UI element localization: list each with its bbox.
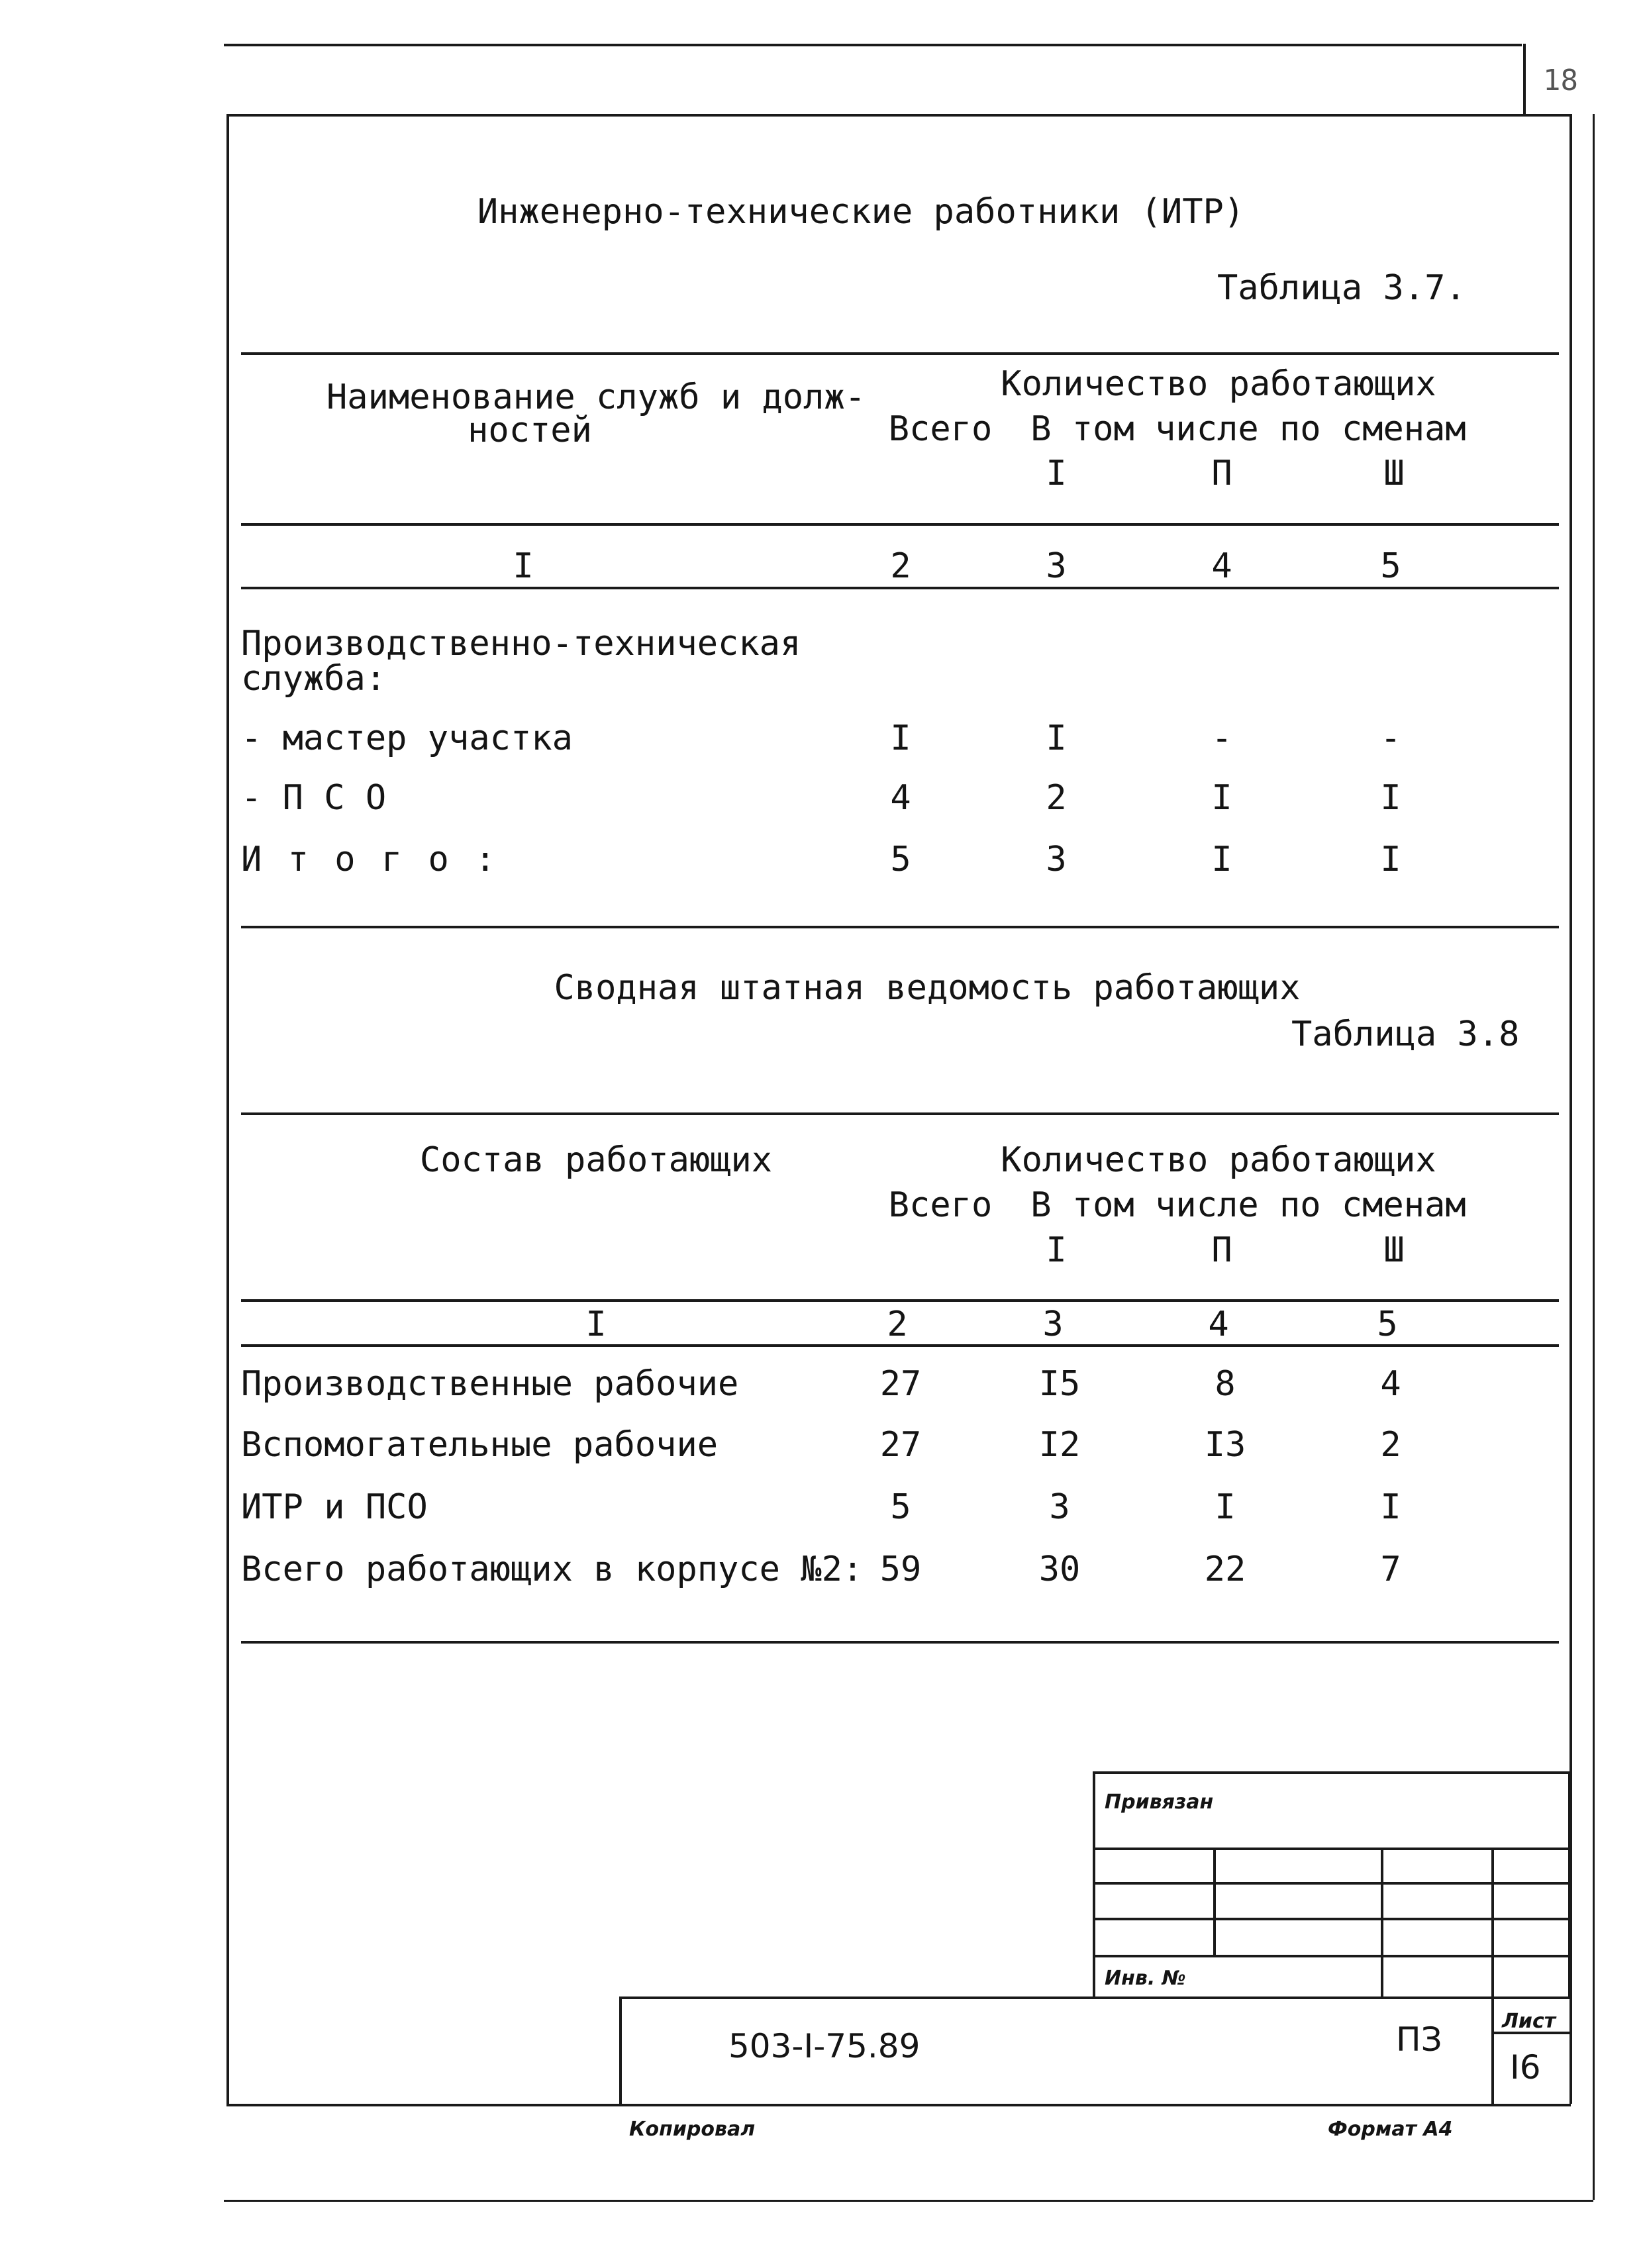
privyazan-grid-v3 — [1491, 1848, 1494, 1997]
table38-total-header: Всего — [888, 1185, 993, 1225]
table38-top-rule — [241, 1112, 1559, 1115]
row-shift3: - — [1380, 718, 1401, 758]
stamp-top — [619, 1997, 1569, 1999]
table37-shift-1: I — [1046, 454, 1067, 493]
table37-shift-2: П — [1211, 454, 1232, 493]
row-name: Производственные рабочие — [241, 1364, 739, 1404]
table37-qty-header: Количество работающих — [1001, 364, 1436, 404]
table37-colnum-1: I — [513, 546, 534, 586]
row-shift1: 30 — [1038, 1550, 1081, 1589]
row-name: И т о г о : — [241, 840, 499, 879]
table38-colnum-rule — [241, 1344, 1559, 1347]
row-shift2: 22 — [1204, 1550, 1246, 1589]
row-shift3: I — [1380, 778, 1401, 818]
privyazan-top — [1093, 1771, 1569, 1774]
row-shift3: 7 — [1380, 1550, 1401, 1589]
row-shift1: 3 — [1049, 1487, 1070, 1527]
table38-col1-header: Состав работающих — [419, 1140, 773, 1180]
stamp-sheet-divider — [1491, 1997, 1494, 2104]
row-shift2: - — [1211, 718, 1232, 758]
table38-colnum-3: 3 — [1042, 1305, 1064, 1344]
table38-shift-2: П — [1211, 1230, 1232, 1270]
frame-left — [226, 114, 229, 2104]
table37-colnum-5: 5 — [1380, 546, 1401, 586]
table37-col1-header-line1: Наименование служб и долж- — [326, 377, 866, 417]
privyazan-grid-h1 — [1093, 1848, 1569, 1850]
doc-code: 503-I-75.89 — [728, 2027, 921, 2065]
frame-top — [226, 114, 1571, 117]
row-shift2: I — [1211, 778, 1232, 818]
row-shift1: 3 — [1046, 840, 1067, 879]
table37-shift-3: Ш — [1383, 454, 1405, 493]
row-shift3: I — [1380, 1487, 1401, 1527]
table38-header-rule — [241, 1299, 1559, 1302]
corner-mark: 18 — [1543, 64, 1578, 97]
table37-col1-header-line2: ностей — [468, 411, 592, 450]
copied-label: Копировал — [629, 2118, 756, 2141]
corner-tab-left — [1523, 44, 1526, 114]
table37-label: Таблица 3.7. — [1217, 268, 1466, 308]
row-name: Всего работающих в корпусе №2: — [241, 1550, 864, 1589]
row-total: 5 — [890, 1487, 911, 1527]
table38-heading: Сводная штатная ведомость работающих — [554, 968, 1301, 1008]
row-shift1: I — [1046, 718, 1067, 758]
privyazan-label: Привязан — [1105, 1791, 1214, 1814]
format-label: Формат А4 — [1328, 2118, 1453, 2141]
row-shift2: 8 — [1215, 1364, 1236, 1404]
row-shift1: I2 — [1038, 1425, 1081, 1465]
row-total: 27 — [879, 1425, 922, 1465]
sheet-number: I6 — [1510, 2048, 1541, 2087]
privyazan-grid-h2 — [1093, 1882, 1569, 1885]
outer-right-edge — [1593, 114, 1595, 2200]
table37-bottom-rule — [241, 926, 1559, 928]
privyazan-grid-v1 — [1213, 1848, 1216, 1955]
row-total: 59 — [879, 1550, 922, 1589]
row-shift1: 2 — [1046, 778, 1067, 818]
table37-top-rule — [241, 352, 1559, 355]
table38-shift-3: Ш — [1383, 1230, 1405, 1270]
doc-type: ПЗ — [1396, 2020, 1442, 2059]
table37-colnum-2: 2 — [890, 546, 911, 586]
stamp-left — [619, 1997, 622, 2104]
row-total: 5 — [890, 840, 911, 879]
table38-colnum-2: 2 — [887, 1305, 908, 1344]
table38-shifts-header: В том числе по сменам — [1030, 1185, 1466, 1225]
top-edge-line — [224, 44, 1522, 46]
row-total: 27 — [879, 1364, 922, 1404]
row-shift2: I — [1211, 840, 1232, 879]
table38-colnum-4: 4 — [1208, 1305, 1229, 1344]
table37-section-line1: Производственно-техническая — [241, 624, 801, 664]
table38-bottom-rule — [241, 1641, 1559, 1644]
table37-header-rule — [241, 523, 1559, 526]
row-name: - мастер участка — [241, 718, 573, 758]
page-bottom-edge — [224, 2200, 1593, 2202]
table37-colnum-4: 4 — [1211, 546, 1232, 586]
privyazan-grid-h3 — [1093, 1918, 1569, 1920]
table38-label: Таблица 3.8 — [1291, 1014, 1520, 1054]
row-name: Вспомогательные рабочие — [241, 1425, 719, 1465]
row-shift2: I3 — [1204, 1425, 1246, 1465]
row-name: - П С О — [241, 778, 387, 818]
table37-colnum-3: 3 — [1046, 546, 1067, 586]
row-shift3: 4 — [1380, 1364, 1401, 1404]
privyazan-grid-v2 — [1381, 1848, 1383, 1997]
table38-colnum-1: I — [585, 1305, 607, 1344]
frame-bottom — [226, 2104, 1571, 2106]
table38-shift-1: I — [1046, 1230, 1067, 1270]
row-total: I — [890, 718, 911, 758]
row-name: ИТР и ПСО — [241, 1487, 428, 1527]
table37-heading: Инженерно-технические работники (ИТР) — [477, 192, 1245, 232]
privyazan-grid-h4 — [1093, 1955, 1569, 1957]
row-shift3: 2 — [1380, 1425, 1401, 1465]
table37-total-header: Всего — [888, 409, 993, 449]
sheet-label: Лист — [1502, 2010, 1556, 2033]
table38-colnum-5: 5 — [1377, 1305, 1398, 1344]
table37-colnum-rule — [241, 587, 1559, 589]
row-shift2: I — [1215, 1487, 1236, 1527]
table38-qty-header: Количество работающих — [1001, 1140, 1436, 1180]
row-shift1: I5 — [1038, 1364, 1081, 1404]
table37-shifts-header: В том числе по сменам — [1030, 409, 1466, 449]
row-shift3: I — [1380, 840, 1401, 879]
table37-section-line2: служба: — [241, 659, 387, 699]
row-total: 4 — [890, 778, 911, 818]
inv-no-label: Инв. № — [1105, 1967, 1186, 1990]
